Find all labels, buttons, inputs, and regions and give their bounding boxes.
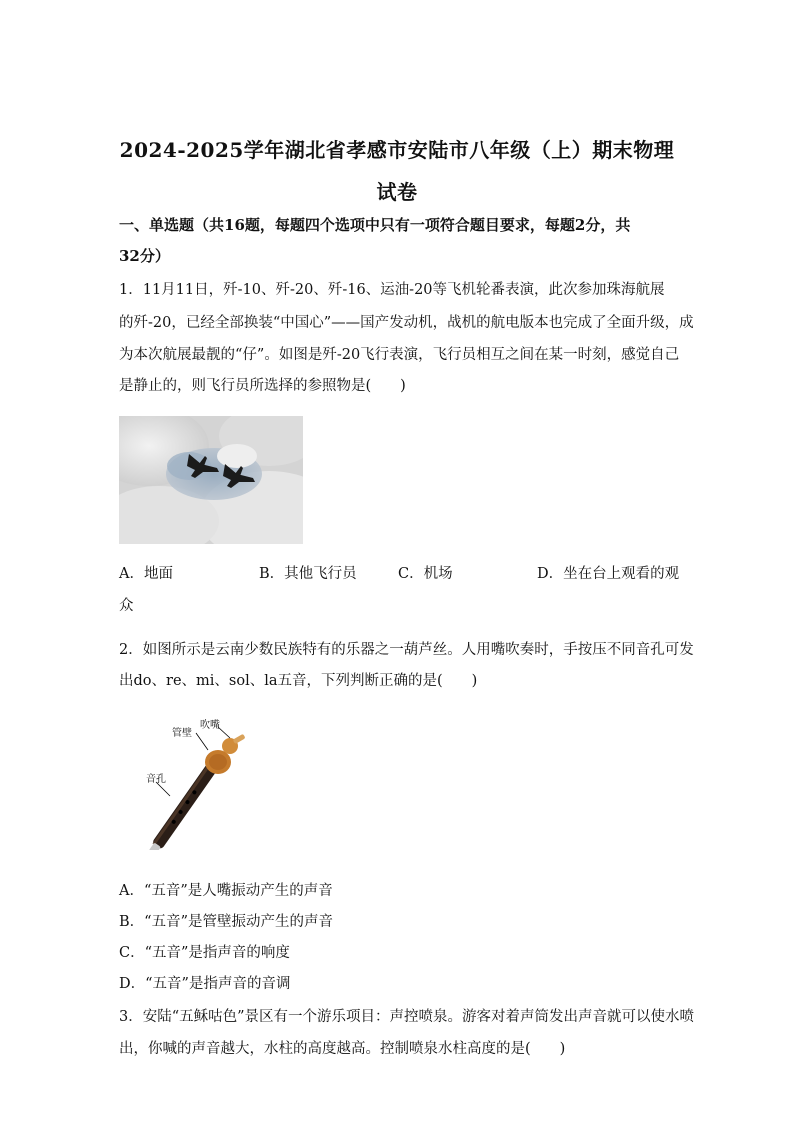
q2-hulusi-figure xyxy=(138,712,254,854)
q1-jet-photo xyxy=(119,416,303,548)
q1-option-b: B．其他飞行员 xyxy=(259,566,357,582)
q2-text-line: 2．如图所示是云南少数民族特有的乐器之一葫芦丝。人用嘴吹奏时，手按压不同音孔可发 xyxy=(119,642,694,658)
q2-text-line: 出do、re、mi、sol、la五音，下列判断正确的是( ) xyxy=(119,673,478,689)
q2-label-wall: 管壁 xyxy=(172,728,192,739)
q2-option-b: B．“五音”是管壁振动产生的声音 xyxy=(119,914,333,930)
q1-option-d: D．坐在台上观看的观 xyxy=(537,566,680,582)
q2-option-a: A．“五音”是人嘴振动产生的声音 xyxy=(119,883,333,899)
q1-text-line: 的歼-20，已经全部换装“中国心”——国产发动机，战机的航电版本也完成了全面升级，成 xyxy=(119,315,694,331)
exam-title-line2: 试卷 xyxy=(376,180,418,204)
q3-text-line: 3．安陆“五稣咕色”景区有一个游乐项目：声控喷泉。游客对着声筒发出声音就可以使水喷 xyxy=(119,1009,695,1025)
q2-option-d: D．“五音”是指声音的音调 xyxy=(119,976,291,992)
q1-option-a: A．地面 xyxy=(119,566,173,582)
q1-text-line: 1．11月11日，歼-10、歼-20、歼-16、运油-20等飞机轮番表演，此次参加珠海航展 xyxy=(119,282,665,298)
q1-text-line: 是静止的，则飞行员所选择的参照物是( ) xyxy=(119,378,406,394)
q1-option-c: C．机场 xyxy=(398,566,453,582)
q3-text-line: 出，你喊的声音越大，水柱的高度越高。控制喷泉水柱高度的是( ) xyxy=(119,1041,566,1057)
q1-option-d-wrap: 众 xyxy=(119,598,134,614)
section-heading-cont: 32分） xyxy=(119,247,170,265)
q2-label-hole: 音孔 xyxy=(146,774,166,785)
exam-title-line1: 2024-2025学年湖北省孝感市安陆市八年级（上）期末物理 xyxy=(119,138,675,162)
q2-option-c: C．“五音”是指声音的响度 xyxy=(119,945,290,961)
section-heading: 一、单选题（共16题，每题四个选项中只有一项符合题目要求，每题2分，共 xyxy=(119,216,631,234)
q1-text-line: 为本次航展最靓的“仔”。如图是歼-20飞行表演，飞行员相互之间在某一时刻，感觉自己 xyxy=(119,347,680,363)
q2-label-mouth: 吹嘴 xyxy=(200,720,220,731)
